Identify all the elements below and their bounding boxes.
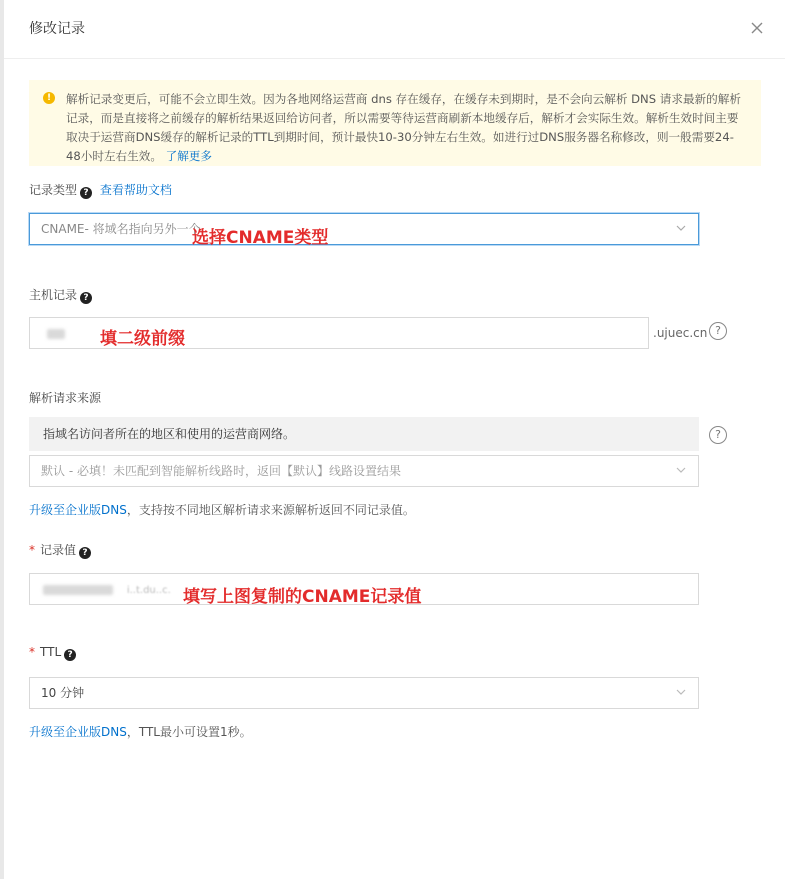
question-circle-icon[interactable]: ? (709, 426, 727, 444)
host-record-label-row (29, 286, 92, 304)
request-source-label: 解析请求来源 (29, 391, 102, 405)
blurred-host-value (47, 329, 65, 339)
learn-more-link[interactable]: 了解更多 (165, 149, 212, 163)
header-divider (4, 58, 785, 59)
request-source-select[interactable] (29, 455, 699, 487)
close-icon[interactable] (748, 19, 766, 37)
record-type-label-row (29, 181, 172, 199)
upgrade-dns-link[interactable]: 升级至企业版DNS (29, 725, 127, 739)
left-edge-shadow (0, 0, 4, 879)
notice-banner (29, 80, 761, 166)
help-icon[interactable]: ? (64, 649, 76, 661)
ttl-label: TTL (40, 645, 62, 659)
request-source-tip: 指域名访问者所在的地区和使用的运营商网络。 (29, 417, 699, 451)
help-doc-link[interactable]: 查看帮助文档 (99, 183, 172, 197)
ttl-upgrade-row (29, 723, 252, 740)
help-icon[interactable]: ? (79, 547, 91, 559)
chevron-down-icon (676, 687, 686, 697)
record-value-partial: i..t.du..c. (126, 585, 171, 596)
record-type-value: CNAME- 将域名指向另外一个 (41, 222, 201, 236)
record-value-label: 记录值 (40, 543, 77, 557)
question-circle-icon[interactable]: ? (709, 322, 727, 340)
chevron-down-icon (676, 465, 686, 475)
notice-text: 解析记录变更后，可能不会立即生效。因为各地网络运营商 dns 存在缓存，在缓存未到期时，是不会向云解析 DNS 请求最新的解析记录，而是直接将之前缓存的解析结果返回给访问者，所以需要等待运营商刷新本地缓存后，解析才会实际生效。解析生效时间主要取决于运营商DNS缓存的解析记录的TTL到期时间，预计最快10-30分钟左右生效。如进行过DNS服务器名称修改，则一般需要24-48小时左右生效。 (66, 92, 741, 163)
request-source-value: 默认 - 必填！未匹配到智能解析线路时，返回【默认】线路设置结果 (41, 464, 401, 478)
record-type-select[interactable] (29, 213, 699, 245)
ttl-upgrade-description: ，TTL最小可设置1秒。 (126, 725, 252, 739)
record-value-label-row (29, 541, 91, 559)
help-icon[interactable]: ? (80, 292, 92, 304)
blurred-record-value (43, 585, 113, 595)
record-type-annotation: 选择CNAME类型 (192, 228, 329, 248)
chevron-down-icon (676, 223, 686, 233)
domain-suffix: .ujuec.cn (653, 326, 708, 340)
warning-icon: ! (43, 92, 55, 104)
request-source-upgrade-row (29, 501, 415, 518)
help-icon[interactable]: ? (80, 187, 92, 199)
host-record-annotation: 填二级前缀 (100, 329, 185, 349)
host-record-label: 主机记录 (29, 288, 78, 302)
upgrade-description: ，支持按不同地区解析请求来源解析返回不同记录值。 (126, 503, 415, 517)
ttl-label-row (29, 645, 76, 661)
dialog-title: 修改记录 (29, 21, 85, 37)
ttl-select[interactable] (29, 677, 699, 709)
record-type-label: 记录类型 (29, 183, 78, 197)
required-marker: * (29, 645, 35, 659)
upgrade-dns-link[interactable]: 升级至企业版DNS (29, 503, 127, 517)
required-marker: * (29, 543, 35, 557)
ttl-value: 10 分钟 (41, 686, 85, 700)
record-value-annotation: 填写上图复制的CNAME记录值 (183, 587, 422, 607)
